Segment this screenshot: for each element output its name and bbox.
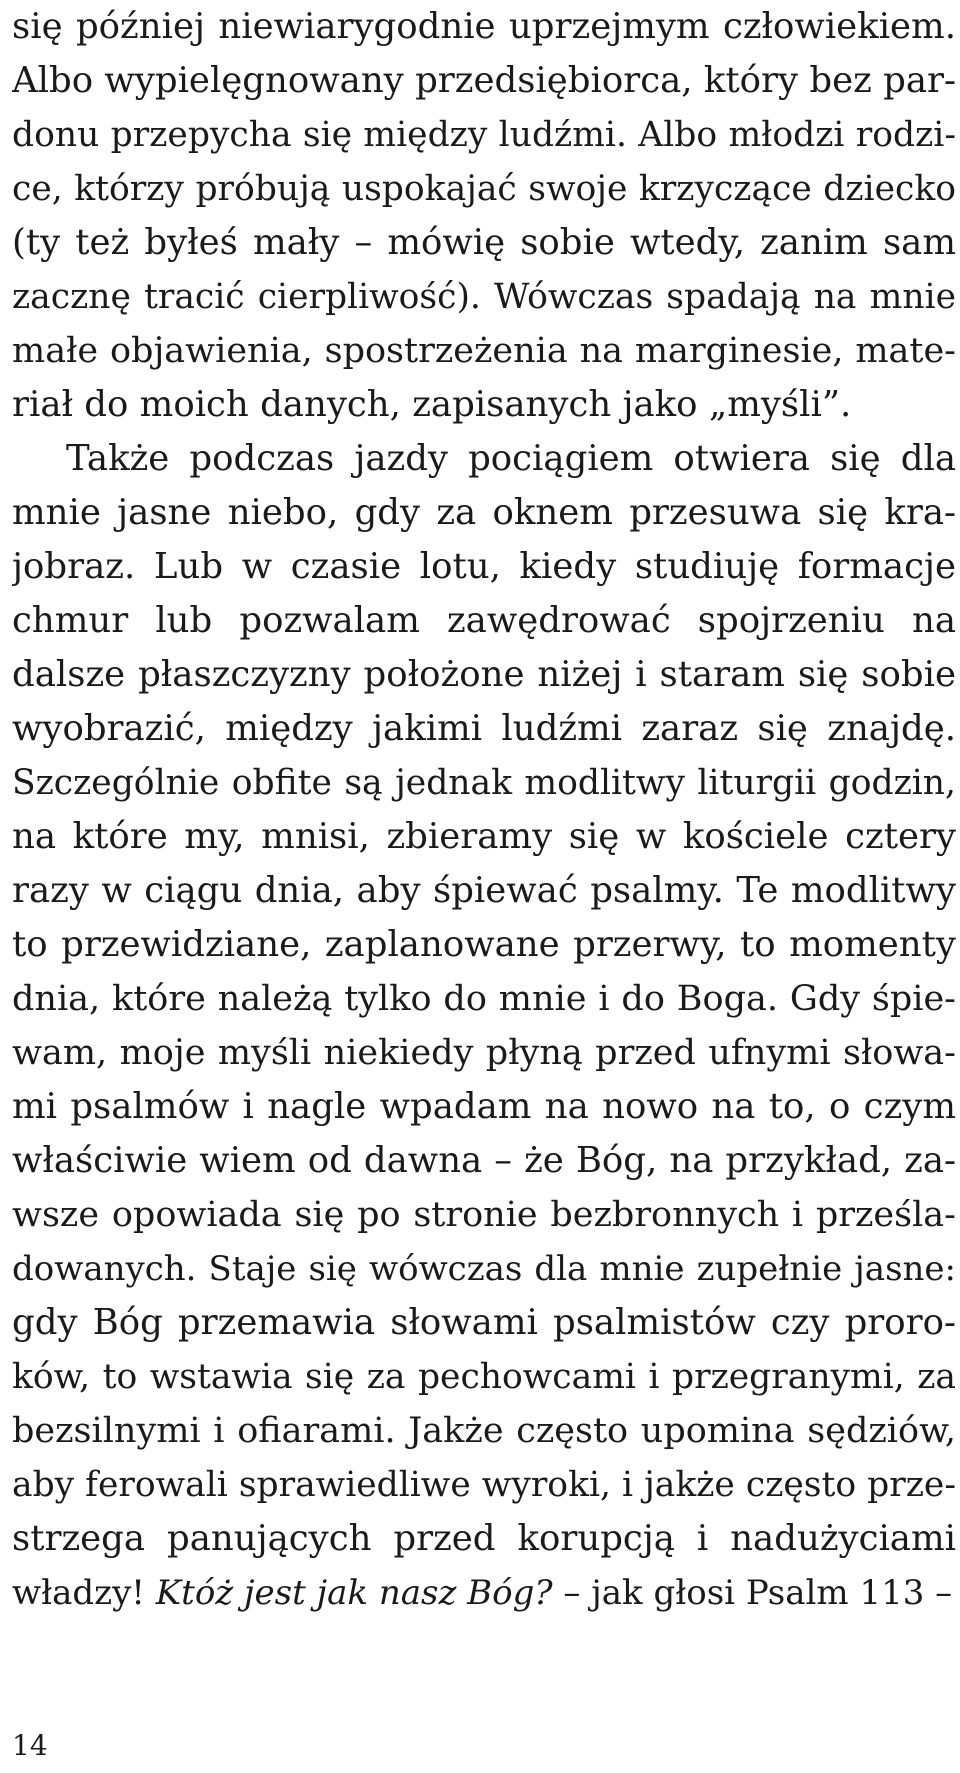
text-line: strzega panujących przed korupcją i nadużyciami xyxy=(12,1518,956,1559)
text-line: Szczególnie obfite są jednak modlitwy liturgii godzin, xyxy=(12,763,956,803)
text-line: dalsze płaszczyzny położone niżej i staram się sobie xyxy=(12,654,956,695)
text-line: się później niewiarygodnie uprzejmym człowiekiem. xyxy=(12,6,956,47)
final-text-line xyxy=(12,1566,956,1620)
text-line: to przewidziane, zaplanowane przerwy, to momenty xyxy=(12,924,956,965)
text-line: (ty też byłeś mały – mówię sobie wtedy, zanim sam xyxy=(12,222,956,263)
text-line: razy w ciągu dnia, aby śpiewać psalmy. Te modlitwy xyxy=(12,870,956,911)
text-line: małe objawienia, spostrzeżenia na marginesie, mate- xyxy=(12,331,956,371)
text-line: bezsilnymi i ofiarami. Jakże często upomina sędziów, xyxy=(12,1411,956,1451)
psalm-quote: Któż jest jak nasz Bóg? xyxy=(155,1573,553,1613)
text-line: aby ferowali sprawiedliwe wyroki, i jakże często prze- xyxy=(12,1465,956,1505)
text-line: mi psalmów i nagle wpadam na nowo na to, o czym xyxy=(12,1086,956,1127)
text-line: jobraz. Lub w czasie lotu, kiedy studiuję formacje xyxy=(12,546,956,587)
paragraph-start-line: Także podczas jazdy pociągiem otwiera się dla xyxy=(66,438,956,479)
text-line: gdy Bóg przemawia słowami psalmistów czy proro- xyxy=(12,1302,956,1343)
text-line: donu przepycha się między ludźmi. Albo młodzi rodzi- xyxy=(12,115,956,155)
page-body xyxy=(12,0,956,1620)
text-line: zacznę tracić cierpliwość). Wówczas spadają na mnie xyxy=(12,277,956,317)
text-line: wyobrazić, między jakimi ludźmi zaraz się znajdę. xyxy=(12,708,956,749)
text-line: na które my, mnisi, zbieramy się w kościele cztery xyxy=(12,816,956,857)
text-line: wam, moje myśli niekiedy płyną przed ufnymi słowa- xyxy=(12,1033,956,1073)
final-line-end: – jak głosi Psalm 113 – xyxy=(552,1573,953,1613)
text-line: ków, to wstawia się za pechowcami i przegranymi, za xyxy=(12,1357,956,1397)
text-line: wsze opowiada się po stronie bezbronnych i prześla- xyxy=(12,1195,956,1235)
text-line: mnie jasne niebo, gdy za oknem przesuwa się kra- xyxy=(12,492,956,533)
final-line-start: władzy! xyxy=(12,1573,156,1613)
text-line: dowanych. Staje się wówczas dla mnie zupełnie jasne: xyxy=(12,1249,956,1289)
text-line: riał do moich danych, zapisanych jako „myśli”. xyxy=(12,384,852,425)
text-line: chmur lub pozwalam zawędrować spojrzeniu na xyxy=(12,600,956,641)
text-line: właściwie wiem od dawna – że Bóg, na przykład, za- xyxy=(12,1140,956,1181)
text-line: Albo wypielęgnowany przedsiębiorca, który bez par- xyxy=(12,60,956,101)
page-number: 14 xyxy=(12,1729,48,1762)
text-line: dnia, które należą tylko do mnie i do Boga. Gdy śpie- xyxy=(12,979,956,1019)
text-line: ce, którzy próbują uspokajać swoje krzyczące dziecko xyxy=(12,169,956,209)
